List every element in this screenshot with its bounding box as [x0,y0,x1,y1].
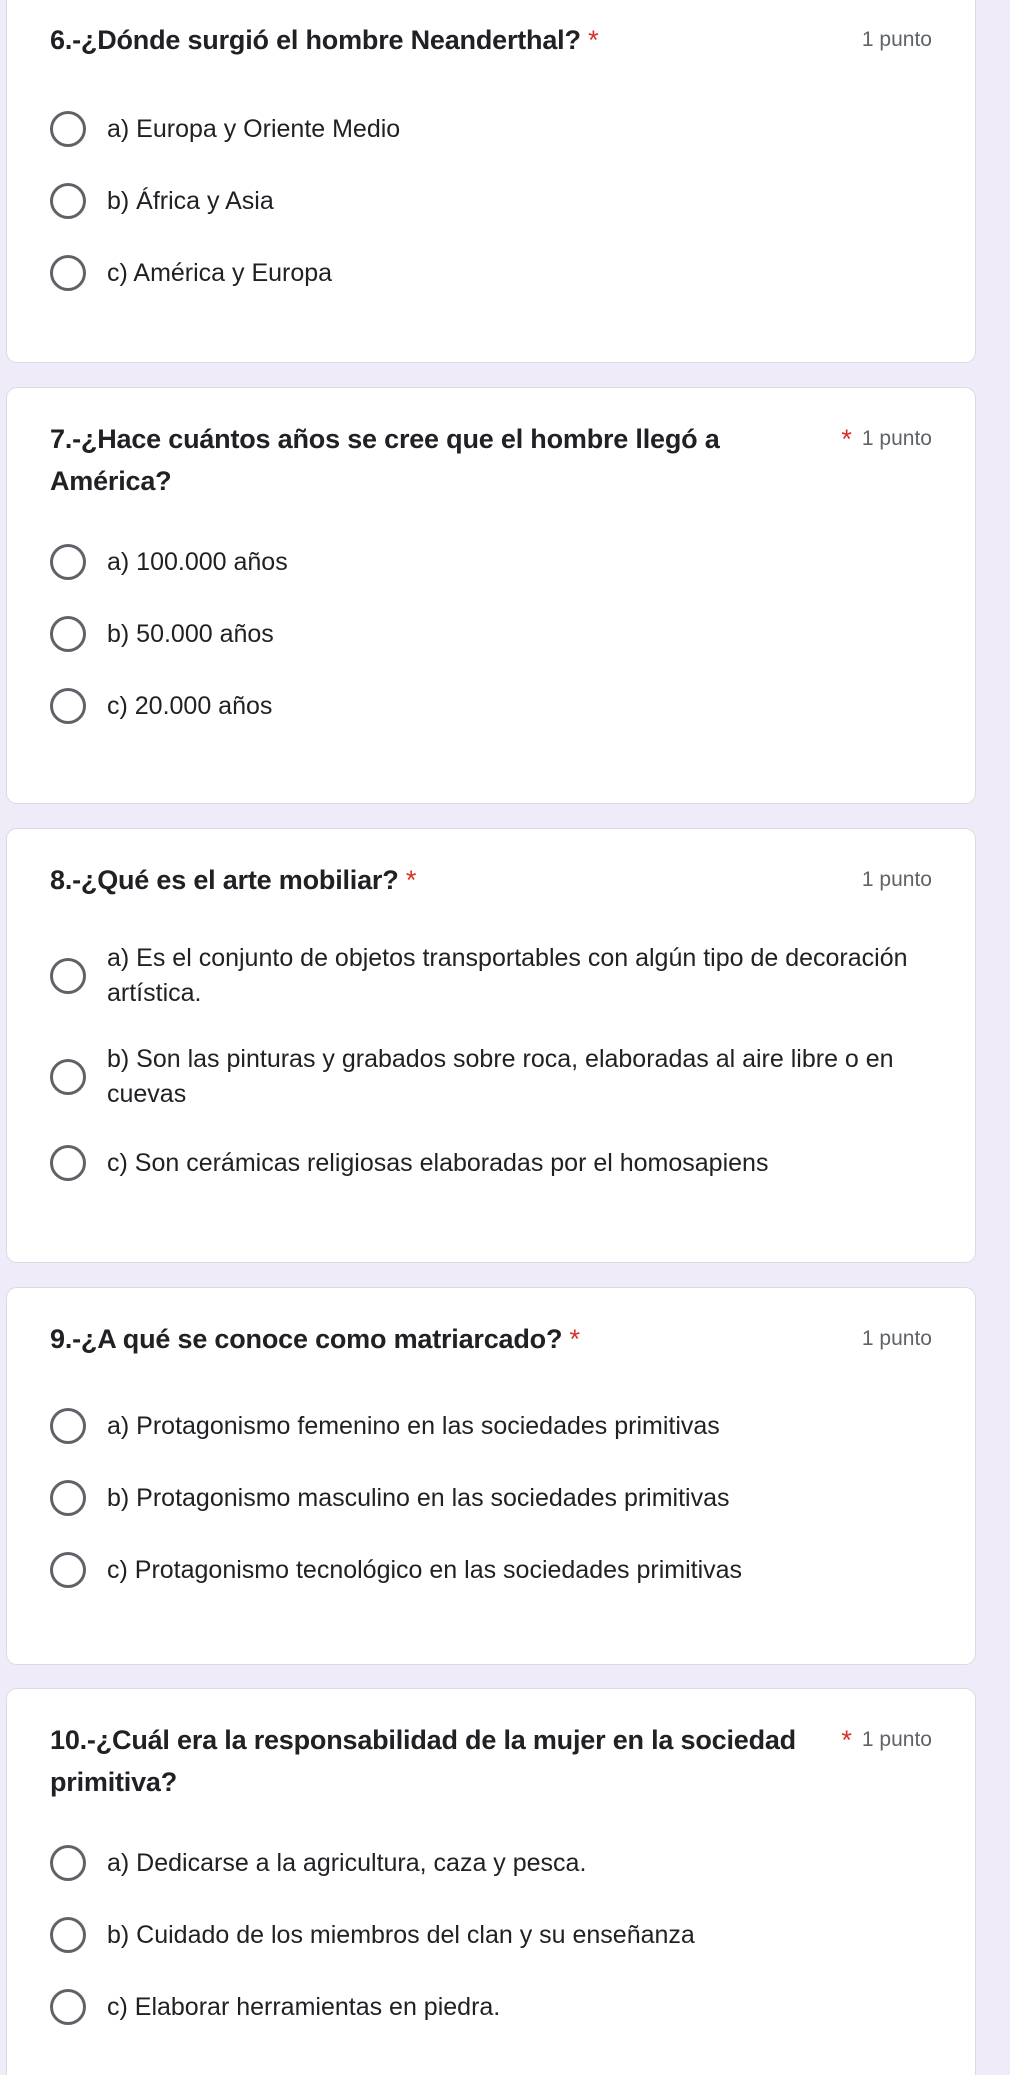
option-row[interactable] [50,1534,932,1606]
option-label[interactable]: c) 20.000 años [107,691,273,720]
required-asterisk: * [841,423,852,454]
radio-button[interactable] [50,1917,86,1953]
options-list [50,526,932,742]
option-label[interactable]: c) América y Europa [107,258,333,287]
radio-button[interactable] [50,1408,86,1444]
option-row[interactable] [50,1899,932,1971]
question-header [50,418,932,502]
option-row[interactable] [50,1827,932,1899]
points-label: 1 punto [861,1728,932,1751]
option-label[interactable]: b) Protagonismo masculino en las sociedades primitivas [107,1483,730,1512]
points-label: 1 punto [861,1327,932,1350]
question-title: 6.-¿Dónde surgió el hombre Neanderthal? * [50,25,599,55]
option-label[interactable]: c) Protagonismo tecnológico en las sociedades primitivas [107,1555,743,1584]
question-card-7 [6,387,976,804]
points-label: 1 punto [861,28,932,51]
option-label[interactable]: b) 50.000 años [107,619,274,648]
options-list [50,93,932,309]
option-label[interactable]: a) Es el conjunto de objetos transportables con algún tipo de decoración artística. [107,943,908,1007]
option-label[interactable]: a) 100.000 años [107,547,288,576]
question-card-10 [6,1688,976,2075]
options-list [50,1827,932,2043]
question-title: 9.-¿A qué se conoce como matriarcado? * [50,1324,580,1354]
option-label[interactable]: b) Son las pinturas y grabados sobre roca, elaboradas al aire libre o en cuevas [107,1044,894,1108]
option-row[interactable] [50,670,932,742]
question-header [50,859,932,901]
question-title: 10.-¿Cuál era la responsabilidad de la mujer en la sociedad primitiva? [50,1725,796,1797]
option-row[interactable] [50,1971,932,2043]
options-list [50,1390,932,1606]
radio-button[interactable] [50,1845,86,1881]
points-label: 1 punto [861,868,932,891]
question-card-6 [6,0,976,363]
question-header [50,1719,932,1803]
radio-button[interactable] [50,544,86,580]
question-card-9 [6,1287,976,1665]
radio-button[interactable] [50,183,86,219]
radio-button[interactable] [50,1480,86,1516]
required-asterisk: * [841,1724,852,1755]
option-row[interactable] [50,1026,932,1127]
option-label[interactable]: b) África y Asia [107,186,274,215]
radio-button[interactable] [50,1552,86,1588]
option-label[interactable]: a) Dedicarse a la agricultura, caza y pesca. [107,1848,587,1877]
option-label[interactable]: b) Cuidado de los miembros del clan y su enseñanza [107,1920,695,1949]
required-asterisk: * [588,25,599,55]
question-title: 7.-¿Hace cuántos años se cree que el hombre llegó a América? [50,424,720,496]
option-row[interactable] [50,93,932,165]
option-row[interactable] [50,925,932,1026]
option-row[interactable] [50,1390,932,1462]
option-row[interactable] [50,237,932,309]
option-label[interactable]: a) Europa y Oriente Medio [107,114,401,143]
radio-button[interactable] [50,958,86,994]
radio-button[interactable] [50,1059,86,1095]
radio-button[interactable] [50,255,86,291]
option-row[interactable] [50,165,932,237]
question-header [50,1318,932,1360]
required-asterisk: * [405,865,417,895]
option-row[interactable] [50,1127,932,1199]
option-label[interactable]: c) Son cerámicas religiosas elaboradas por el homosapiens [107,1148,769,1177]
radio-button[interactable] [50,111,86,147]
option-row[interactable] [50,1462,932,1534]
options-list [50,925,932,1199]
radio-button[interactable] [50,1145,86,1181]
option-label[interactable]: a) Protagonismo femenino en las sociedades primitivas [107,1411,720,1440]
question-header [50,19,932,61]
radio-button[interactable] [50,1989,86,2025]
question-title: 8.-¿Qué es el arte mobiliar? * [50,865,417,895]
radio-button[interactable] [50,616,86,652]
option-label[interactable]: c) Elaborar herramientas en piedra. [107,1992,501,2021]
option-row[interactable] [50,598,932,670]
points-label: 1 punto [861,427,932,450]
radio-button[interactable] [50,688,86,724]
required-asterisk: * [569,1324,580,1354]
question-card-8 [6,828,976,1263]
option-row[interactable] [50,526,932,598]
